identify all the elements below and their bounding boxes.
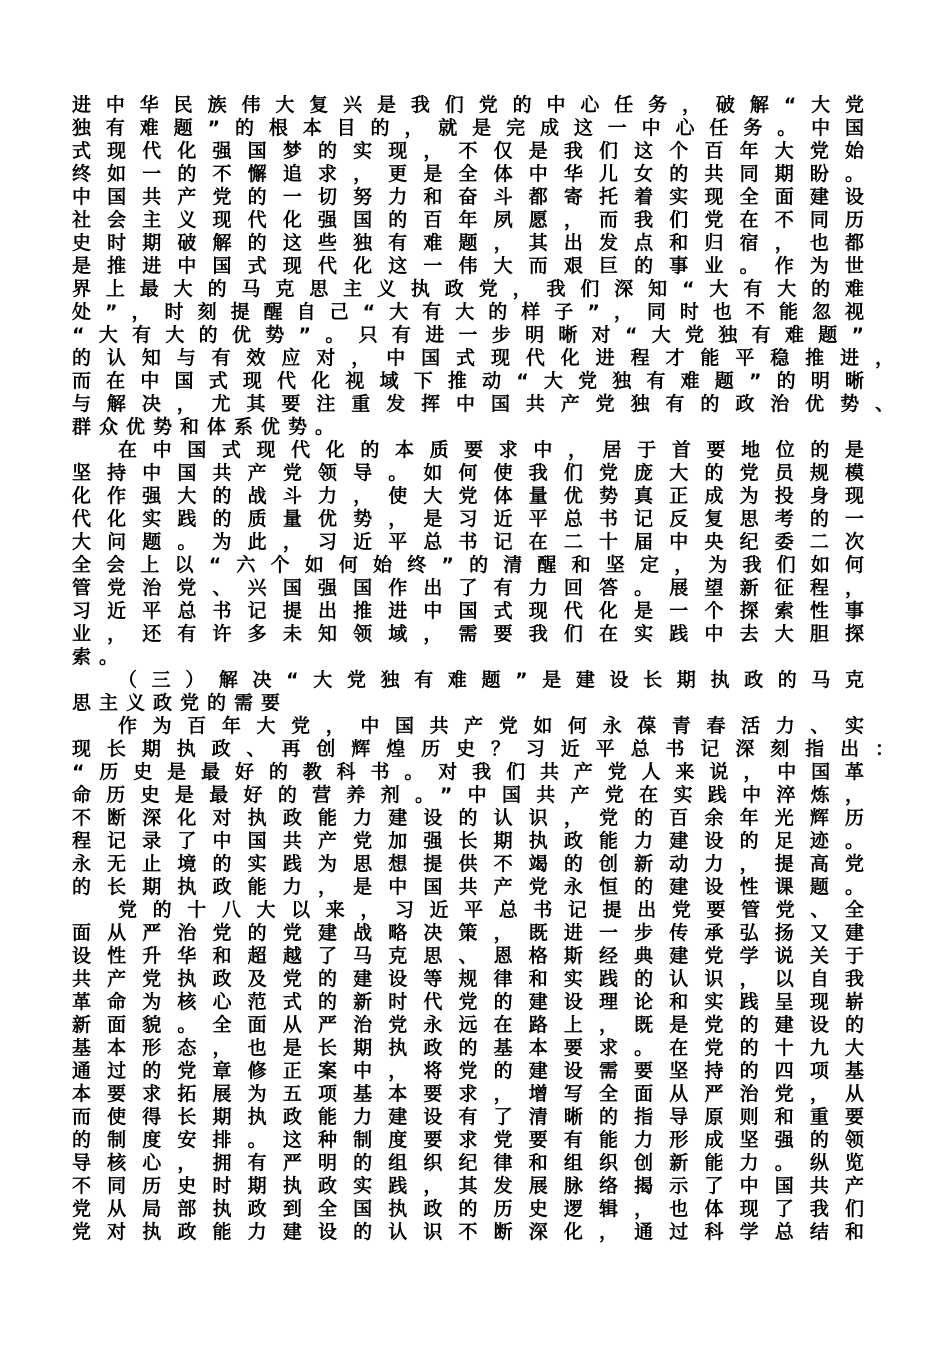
section-heading-line-2: 思主义政党的需要 xyxy=(72,692,289,714)
text-line-24: 业，还有许多未知领域，需要我们在实践中去大胆探 xyxy=(72,623,864,645)
text-line-40: 革命为核心范式的新时代党的建设理论和实践呈现崭 xyxy=(72,991,864,1013)
text-line-39: 共产党执政及党的建设等规律和实践的认识，以自我 xyxy=(72,968,864,990)
text-line-30: “历史是最好的教科书。对我们共产党人来说，中国革 xyxy=(72,761,864,783)
text-line-19: 代化实践的质量优势，是习近平总书记反复思考的一 xyxy=(72,508,864,530)
text-line-1: 进中华民族伟大复兴是我们党的中心任务，破解“大党 xyxy=(72,94,864,116)
text-line-2: 独有难题”的根本目的，就是完成这一中心任务。中国 xyxy=(72,117,864,139)
text-line-36: 党的十八大以来，习近平总书记提出党要管党、全 xyxy=(118,899,864,921)
text-line-10: 处”，时刻提醒自己“大有大的样子”，同时也不能忽视 xyxy=(72,301,864,323)
text-line-21: 全会上以“六个如何始终”的清醒和坚定，为我们如何 xyxy=(72,554,864,576)
text-line-16: 在中国式现代化的本质要求中，居于首要地位的是 xyxy=(118,439,864,461)
text-line-44: 本要求拓展为五项基本要求，增写全面从严治党，从 xyxy=(72,1083,864,1105)
text-line-31: 命历史是最好的营养剂。”中国共产党在实践中淬炼， xyxy=(72,784,864,806)
section-heading-line-1: （三）解决“大党独有难题”是建设长期执政的马克 xyxy=(118,669,864,691)
text-line-25: 索。 xyxy=(72,646,127,668)
text-line-11: “大有大的优势”。只有进一步明晰对“大党独有难题” xyxy=(72,324,864,346)
text-line-42: 基本形态，也是长期执政的基本要求。在党的十九大 xyxy=(72,1037,864,1059)
text-line-45: 而使得长期执政能力建设有了清晰的指导原则和重要 xyxy=(72,1106,864,1128)
text-line-49: 党从局部执政到全国执政的历史逻辑，也体现了我们 xyxy=(72,1198,864,1220)
text-line-12: 的认知与有效应对，中国式现代化进程才能平稳推进， xyxy=(72,347,894,369)
text-line-46: 的制度安排。这种制度要求党要有能力形成坚强的领 xyxy=(72,1129,864,1151)
text-line-14: 与解决，尤其要注重发挥中国共产党独有的政治优势、 xyxy=(72,393,894,415)
text-line-13: 而在中国式现代化视域下推动“大党独有难题”的明晰 xyxy=(72,370,864,392)
text-line-3: 式现代化强国梦的实现，不仅是我们这个百年大党始 xyxy=(72,140,864,162)
text-line-38: 设性升华和超越了马克思、恩格斯经典建党学说关于 xyxy=(72,945,864,967)
text-line-41: 新面貌。全面从严治党永远在路上，既是党的建设的 xyxy=(72,1014,864,1036)
text-line-20: 大问题。为此，习近平总书记在二十届中央纪委二次 xyxy=(72,531,864,553)
text-line-17: 坚持中国共产党领导。如何使我们党庞大的党员规模 xyxy=(72,462,864,484)
text-line-37: 面从严治党的党建战略决策，既进一步传承弘扬又建 xyxy=(72,922,864,944)
text-line-28: 作为百年大党，中国共产党如何永葆青春活力、实 xyxy=(118,715,864,737)
text-line-50: 党对执政能力建设的认识不断深化，通过科学总结和 xyxy=(72,1221,864,1243)
text-line-18: 化作强大的战斗力，使大党体量优势真正成为投身现 xyxy=(72,485,864,507)
text-line-9: 界上最大的马克思主义执政党，我们深知“大有大的难 xyxy=(72,278,864,300)
text-line-5: 中国共产党的一切努力和奋斗都寄托着实现全面建设 xyxy=(72,186,864,208)
text-line-8: 是推进中国式现代化这一伟大而艰巨的事业。作为世 xyxy=(72,255,864,277)
text-line-33: 程记录了中国共产党加强长期执政能力建设的足迹。 xyxy=(72,830,864,852)
text-line-23: 习近平总书记提出推进中国式现代化是一个探索性事 xyxy=(72,600,864,622)
text-line-7: 史时期破解的这些独有难题，其出发点和归宿，也都 xyxy=(72,232,864,254)
text-line-22: 管党治党、兴国强国作出了有力回答。展望新征程， xyxy=(72,577,864,599)
text-line-29: 现长期执政、再创辉煌历史？习近平总书记深刻指出： xyxy=(72,738,894,760)
text-line-15: 群众优势和体系优势。 xyxy=(72,416,343,438)
text-line-47: 导核心，拥有严明的组织纪律和组织创新能力。纵览 xyxy=(72,1152,864,1174)
text-line-34: 永无止境的实践为思想提供不竭的创新动力，提高党 xyxy=(72,853,864,875)
text-line-32: 不断深化对执政能力建设的认识，党的百余年光辉历 xyxy=(72,807,864,829)
text-line-43: 通过的党章修正案中，将党的建设需要坚持的四项基 xyxy=(72,1060,864,1082)
text-line-35: 的长期执政能力，是中国共产党永恒的建设性课题。 xyxy=(72,876,864,898)
text-line-4: 终如一的不懈追求，更是全体中华儿女的共同期盼。 xyxy=(72,163,864,185)
text-line-6: 社会主义现代化强国的百年夙愿，而我们党在不同历 xyxy=(72,209,864,231)
text-line-48: 不同历史时期执政实践，其发展脉络揭示了中国共产 xyxy=(72,1175,864,1197)
